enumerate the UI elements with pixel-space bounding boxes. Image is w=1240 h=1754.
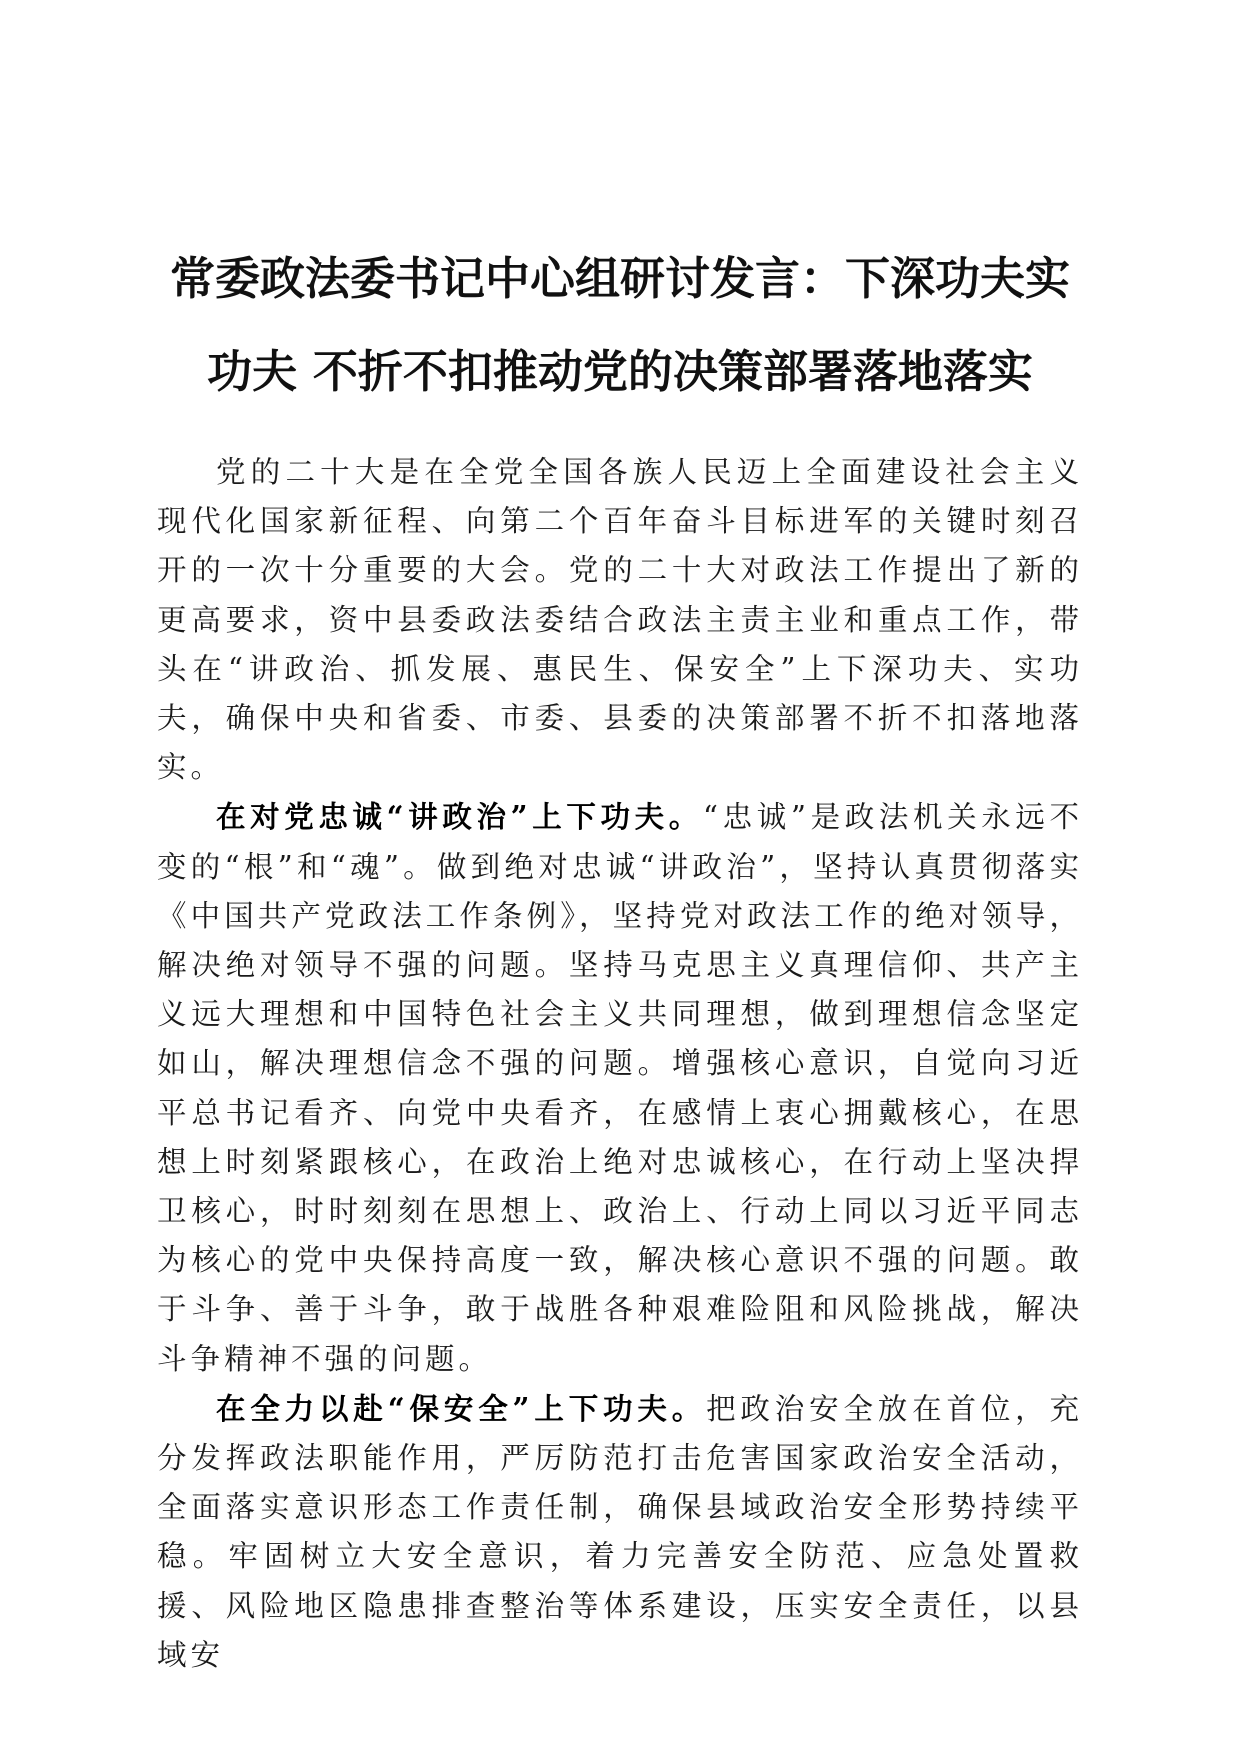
- paragraph-heading: 在全力以赴“保安全”上下功夫。: [216, 1390, 707, 1426]
- paragraph-text: 党的二十大是在全党全国各族人民迈上全面建设社会主义现代化国家新征程、向第二个百年奋斗目标进军的关键时刻召开的一次十分重要的大会。党的二十大对政法工作提出了新的更高要求，资中县委政法委结合政法主责主业和重点工作，带头在“讲政治、抓发展、惠民生、保安全”上下深功夫、实功夫，确保中央和省委、市委、县委的决策部署不折不扣落地落实。: [157, 455, 1083, 785]
- paragraph-text: “忠诚”是政法机关永远不变的“根”和“魂”。做到绝对忠诚“讲政治”，坚持认真贯彻落实《中国共产党政法工作条例》，坚持党对政法工作的绝对领导，解决绝对领导不强的问题。坚持马克思主义真理信仰、共产主义远大理想和中国特色社会主义共同理想，做到理想信念坚定如山，解决理想信念不强的问题。增强核心意识，自觉向习近平总书记看齐、向党中央看齐，在感情上衷心拥戴核心，在思想上时刻紧跟核心，在政治上绝对忠诚核心，在行动上坚决捍卫核心，时时刻刻在思想上、政治上、行动上同以习近平同志为核心的党中央保持高度一致，解决核心意识不强的问题。敢于斗争、善于斗争，敢于战胜各种艰难险阻和风险挑战，解决斗争精神不强的问题。: [157, 800, 1084, 1376]
- page-title: [150, 232, 1090, 418]
- paragraph-politics: [157, 792, 1083, 1383]
- paragraph-text: 把政治安全放在首位，充分发挥政法职能作用，严厉防范打击危害国家政治安全活动，全面落实意识形态工作责任制，确保县域政治安全形势持续平稳。牢固树立大安全意识，着力完善安全防范、应急处置救援、风险地区隐患排查整治等体系建设，压实安全责任，以县域安: [157, 1391, 1083, 1672]
- document-body: [157, 448, 1083, 1680]
- paragraph-security: [157, 1384, 1083, 1680]
- paragraph-intro: [157, 448, 1083, 792]
- title-line-1: 常委政法委书记中心组研讨发言：下深功夫实: [169, 252, 1070, 305]
- title-line-2: 功夫 不折不扣推动党的决策部署落地落实: [207, 345, 1033, 398]
- paragraph-heading: 在对党忠诚“讲政治”上下功夫。: [216, 799, 703, 835]
